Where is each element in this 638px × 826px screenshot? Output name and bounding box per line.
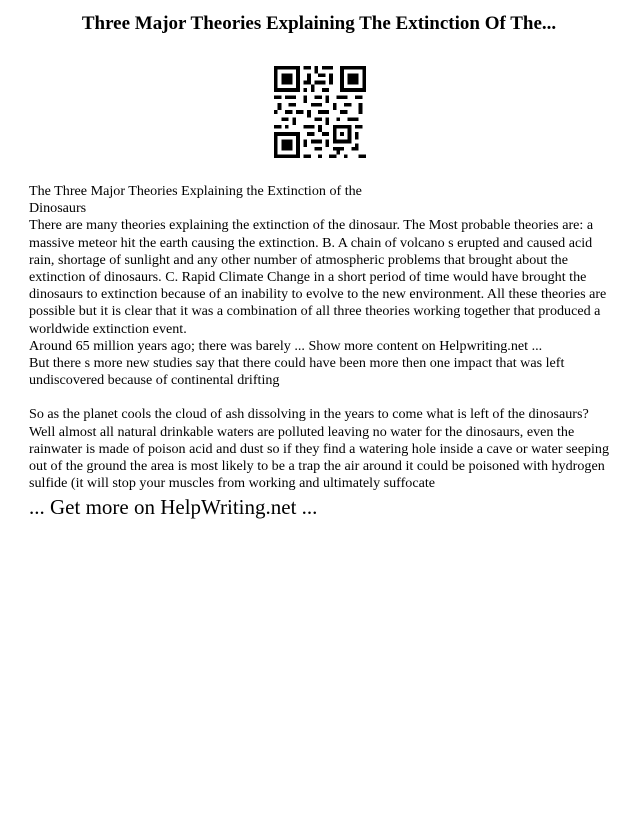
heading-line-1: The Three Major Theories Explaining the Extinction of the [29,183,362,199]
heading-line-2: Dinosaurs [29,200,87,217]
page-title: Three Major Theories Explaining The Extinction Of The... [81,13,557,34]
paragraph-gap [29,389,611,406]
qr-code-icon [274,66,366,158]
paragraph-4: So as the planet cools the cloud of ash dissolving in the years to come what is left of the dinosaurs? Well almost all natural drinkable waters are polluted leaving no water for the dinosaurs, even the rainwater is made of poison acid and dust so if they find a watering hole inside a cave or water seeping out of the ground the area is most likely to be a trap the air around it could be poisoned with hydrogen sulfide (it will stop your muscles from working and ultimately suffocate [29,406,610,492]
paragraph-1: There are many theories explaining the extinction of the dinosaur. The Most probable theories are: a massive meteor hit the earth causing the extinction. B. A chain of volcano s erupted and caused acid rain, shortage of sunlight and any other number of atmospheric problems that brought about the extinction of dinosaurs. C. Rapid Climate Change in a short period of time would have brought the dinosaurs to extinction because of an inability to evolve to the new environment. All these theories are possible but it is clear that it was a combination of all three theories working together that produced a worldwide extinction event. [29,217,607,337]
paragraph-2: Around 65 million years ago; there was barely ... Show more content on Helpwriting.net ... [29,337,543,354]
get-more-link[interactable]: ... Get more on HelpWriting.net ... [29,495,318,519]
paragraph-3: But there s more new studies say that there could have been more then one impact that was left undiscovered because of continental drifting [29,355,565,389]
document-body [29,183,611,492]
